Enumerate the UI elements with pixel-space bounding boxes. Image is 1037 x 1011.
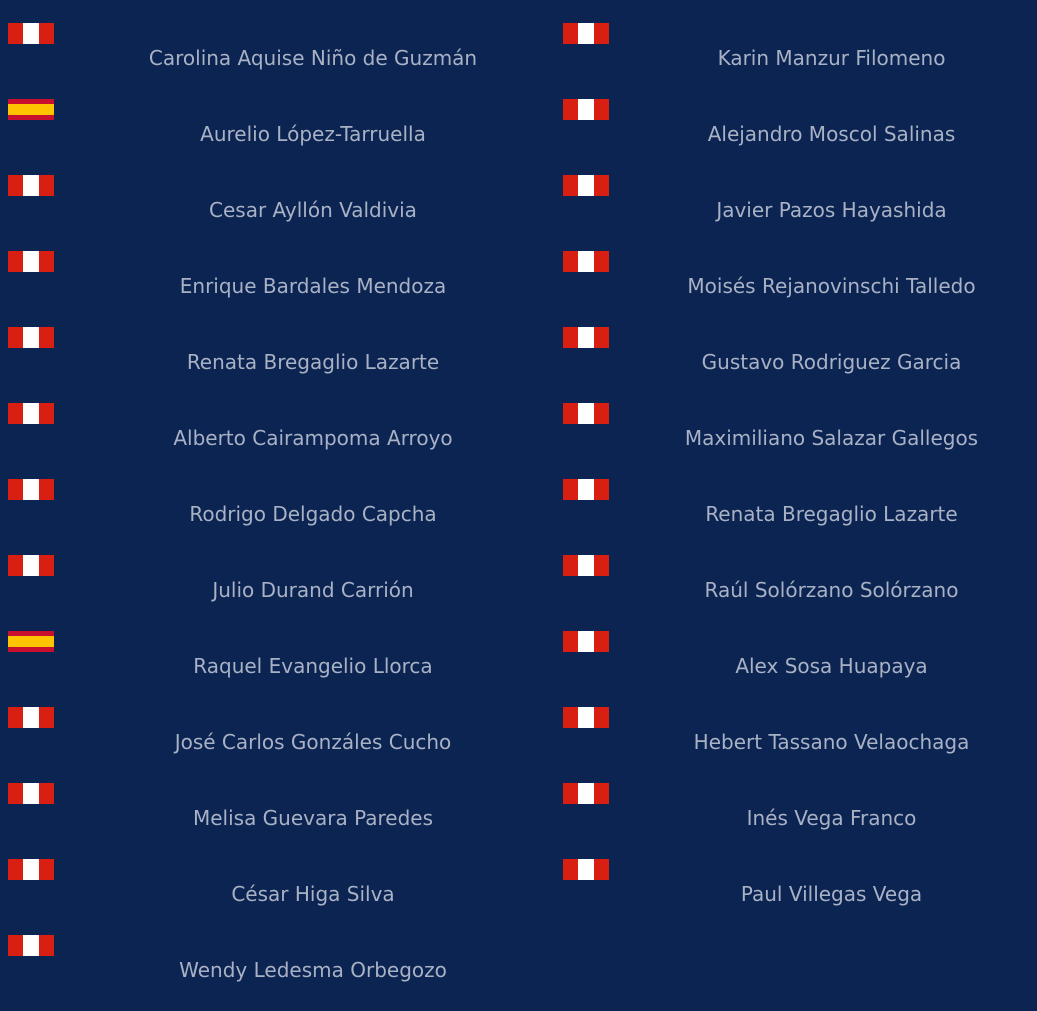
peru-flag-icon bbox=[563, 403, 609, 424]
list-item bbox=[556, 479, 1037, 555]
list-item bbox=[556, 23, 1037, 99]
peru-flag-icon bbox=[563, 707, 609, 728]
peru-flag-icon bbox=[563, 99, 609, 120]
person-name: Wendy Ledesma Orbegozo bbox=[179, 958, 447, 982]
peru-flag-icon bbox=[8, 403, 54, 424]
person-name: Alejandro Moscol Salinas bbox=[707, 122, 956, 146]
peru-flag-icon bbox=[563, 783, 609, 804]
person-name: Inés Vega Franco bbox=[746, 806, 917, 830]
peru-flag-icon bbox=[8, 935, 54, 956]
list-item bbox=[0, 631, 536, 707]
person-name: Gustavo Rodriguez Garcia bbox=[701, 350, 962, 374]
person-name: Alex Sosa Huapaya bbox=[735, 654, 928, 678]
peru-flag-icon bbox=[8, 707, 54, 728]
peru-flag-icon bbox=[8, 783, 54, 804]
list-item bbox=[0, 99, 536, 175]
list-item bbox=[556, 707, 1037, 783]
list-item bbox=[556, 327, 1037, 403]
person-name: Melisa Guevara Paredes bbox=[192, 806, 434, 830]
list-item bbox=[0, 23, 536, 99]
person-name: Julio Durand Carrión bbox=[212, 578, 414, 602]
person-name: Karin Manzur Filomeno bbox=[717, 46, 946, 70]
peru-flag-icon bbox=[563, 859, 609, 880]
peru-flag-icon bbox=[563, 175, 609, 196]
peru-flag-icon bbox=[8, 859, 54, 880]
person-name: Paul Villegas Vega bbox=[740, 882, 923, 906]
peru-flag-icon bbox=[8, 175, 54, 196]
spain-flag-icon bbox=[8, 631, 54, 652]
person-name: Carolina Aquise Niño de Guzmán bbox=[148, 46, 478, 70]
peru-flag-icon bbox=[8, 251, 54, 272]
peru-flag-icon bbox=[8, 555, 54, 576]
list-item bbox=[0, 403, 536, 479]
list-item bbox=[556, 555, 1037, 631]
person-name: Alberto Cairampoma Arroyo bbox=[173, 426, 453, 450]
spain-flag-icon bbox=[8, 99, 54, 120]
list-item bbox=[556, 403, 1037, 479]
list-item bbox=[556, 99, 1037, 175]
list-item bbox=[0, 707, 536, 783]
peru-flag-icon bbox=[8, 327, 54, 348]
person-name: Moisés Rejanovinschi Talledo bbox=[687, 274, 976, 298]
list-item bbox=[0, 175, 536, 251]
person-name: Enrique Bardales Mendoza bbox=[179, 274, 447, 298]
peru-flag-icon bbox=[8, 23, 54, 44]
person-name: Hebert Tassano Velaochaga bbox=[693, 730, 970, 754]
peru-flag-icon bbox=[563, 251, 609, 272]
peru-flag-icon bbox=[563, 555, 609, 576]
list-item bbox=[0, 859, 536, 935]
list-item bbox=[556, 631, 1037, 707]
person-name: José Carlos Gonzáles Cucho bbox=[174, 730, 452, 754]
list-item bbox=[0, 555, 536, 631]
person-name: Aurelio López-Tarruella bbox=[200, 122, 426, 146]
peru-flag-icon bbox=[563, 23, 609, 44]
person-name: Cesar Ayllón Valdivia bbox=[209, 198, 417, 222]
person-name: César Higa Silva bbox=[231, 882, 395, 906]
person-name: Raquel Evangelio Llorca bbox=[193, 654, 433, 678]
list-item bbox=[0, 783, 536, 859]
list-item bbox=[556, 175, 1037, 251]
list-item bbox=[556, 859, 1037, 935]
list-item bbox=[0, 327, 536, 403]
person-name: Renata Bregaglio Lazarte bbox=[705, 502, 958, 526]
person-name: Raúl Solórzano Solórzano bbox=[704, 578, 959, 602]
list-item bbox=[0, 479, 536, 555]
person-name: Maximiliano Salazar Gallegos bbox=[684, 426, 979, 450]
peru-flag-icon bbox=[8, 479, 54, 500]
person-name: Renata Bregaglio Lazarte bbox=[186, 350, 440, 374]
peru-flag-icon bbox=[563, 327, 609, 348]
person-name: Javier Pazos Hayashida bbox=[716, 198, 947, 222]
list-item bbox=[556, 251, 1037, 327]
peru-flag-icon bbox=[563, 631, 609, 652]
list-item bbox=[556, 783, 1037, 859]
list-item bbox=[0, 251, 536, 327]
person-name: Rodrigo Delgado Capcha bbox=[189, 502, 437, 526]
list-item bbox=[0, 935, 536, 1011]
peru-flag-icon bbox=[563, 479, 609, 500]
